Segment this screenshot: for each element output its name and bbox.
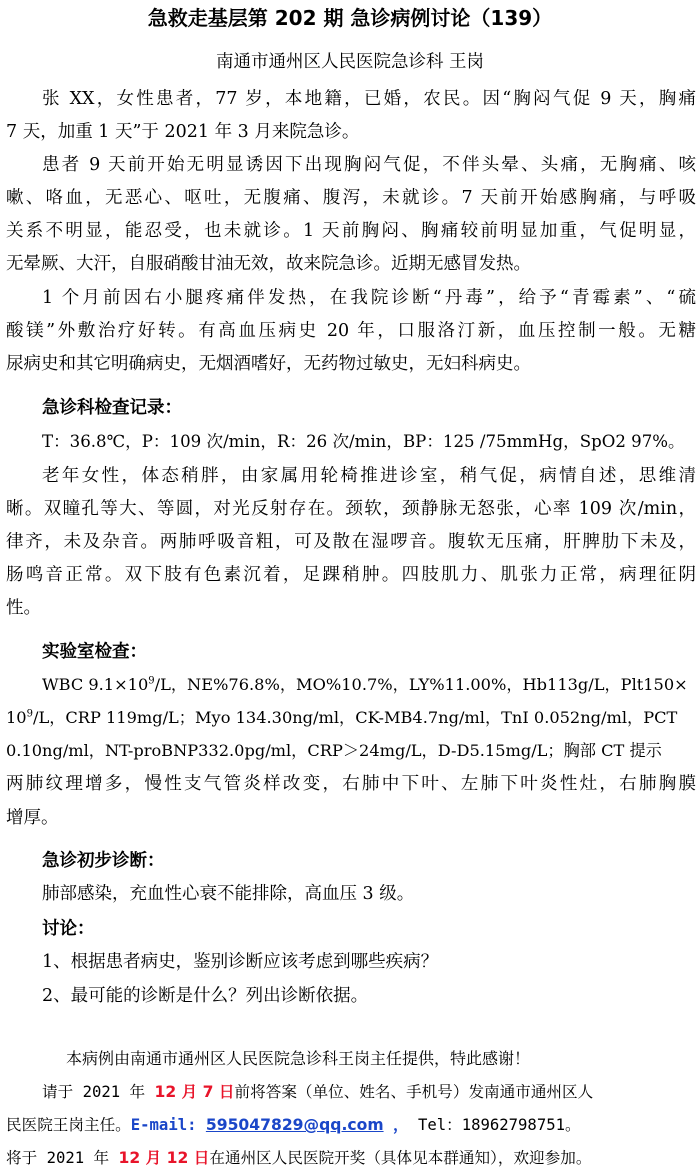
page-title: 急救走基层第 202 期 急诊病例讨论（139） — [147, 6, 553, 30]
deadline-date: 12 月 7 日 — [154, 1083, 235, 1101]
lab-line-3: 0.10ng/ml，NT-proBNP332.0pg/ml，CRP＞24mg/L，D-D5.15mg/L；胸部 CT 提示 — [6, 741, 662, 760]
email-separator: ， — [383, 1116, 409, 1134]
phone-text: Tel：18962798751。 — [408, 1116, 581, 1134]
author-line: 南通市通州区人民医院急诊科 王岗 — [215, 52, 485, 72]
lab-line-1-text-a: WBC 9.1×10 — [42, 675, 149, 694]
contact-line — [6, 1113, 696, 1137]
exam-line-2: 晰。双瞳孔等大、等圆，对光反射存在。颈软，颈静脉无怒张，心率 109 次/min， — [6, 499, 696, 519]
lab-line-4: 两肺纹理增多，慢性支气管炎样改变，右肺中下叶、左肺下叶炎性灶，右肺胸膜 — [6, 774, 696, 794]
prelim-heading: 急诊初步诊断： — [42, 851, 165, 871]
exam-line-5: 性。 — [6, 598, 41, 618]
email-link[interactable]: 595047829@qq.com — [205, 1116, 384, 1134]
award-date: 12 月 12 日 — [118, 1149, 210, 1167]
lab-line-1-text-b: /L，NE%76.8%，MO%10.7%，LY%11.00%，Hb113g/L，Plt150× — [154, 675, 688, 694]
history-paragraph-2-line-1: 患者 9 天前开始无明显诱因下出现胸闷气促，不伴头晕、头痛，无胸痛、咳 — [42, 155, 696, 175]
discussion-question-2: 2、最可能的诊断是什么？列出诊断依据。 — [42, 986, 369, 1006]
exam-heading: 急诊科检查记录： — [42, 398, 182, 418]
email-label: E-mail: — [130, 1116, 197, 1134]
history-paragraph-1-line-1: 张 XX，女性患者，77 岁，本地籍，已婚，农民。因“胸闷气促 9 天，胸痛 — [42, 89, 696, 109]
exam-vitals: T：36.8℃，P：109 次/min，R：26 次/min，BP：125 /75mmHg，SpO2 97%。 — [42, 432, 685, 451]
lab-line-1-exponent: 9 — [148, 675, 155, 687]
lab-line-2-text-b: /L，CRP 119mg/L；Myo 134.30ng/ml，CK-MB4.7ng/ml，TnI 0.052ng/ml，PCT — [32, 708, 678, 727]
discussion-heading: 讨论： — [42, 919, 95, 939]
exam-line-1: 老年女性，体态稍胖，由家属用轮椅推进诊室，稍气促，病情自述，思维清 — [42, 466, 696, 486]
lab-line-5: 增厚。 — [6, 808, 59, 828]
history-paragraph-1-line-2: 7 天，加重 1 天”于 2021 年 3 月来院急诊。 — [6, 122, 360, 142]
history-paragraph-2-line-2: 嗽、咯血，无恶心、呕吐，无腹痛、腹泻，未就诊。7 天前开始感胸痛，与呼吸 — [6, 188, 696, 208]
lab-heading: 实验室检查： — [42, 642, 147, 662]
award-line — [6, 1146, 696, 1170]
award-text-b: 在通州区人民医院开奖（具体见本群通知），欢迎参加。 — [209, 1149, 592, 1167]
exam-line-4: 肠鸣音正常。双下肢有色素沉着，足踝稍肿。四肢肌力、肌张力正常，病理征阴 — [6, 565, 696, 585]
deadline-line — [6, 1080, 696, 1104]
discussion-question-1: 1、根据患者病史，鉴别诊断应该考虑到哪些疾病？ — [42, 952, 439, 972]
acknowledgement: 本病例由南通市通州区人民医院急诊科王岗主任提供，特此感谢！ — [66, 1049, 531, 1068]
exam-line-3: 律齐，未及杂音。两肺呼吸音粗，可及散在湿啰音。腹软无压痛，肝脾肋下未及， — [6, 532, 696, 552]
prelim-text: 肺部感染，充血性心衰不能排除，高血压 3 级。 — [42, 884, 415, 904]
history-paragraph-3-line-3: 尿病史和其它明确病史，无烟酒嗜好，无药物过敏史，无妇科病史。 — [6, 354, 531, 374]
lab-line-2-text-a: 10 — [6, 708, 27, 727]
lab-line-2-exponent: 9 — [26, 708, 33, 720]
contact-text: 民医院王岗主任。 — [6, 1116, 131, 1134]
award-text-a: 将于 2021 年 — [6, 1149, 119, 1167]
history-paragraph-2-line-4: 无晕厥、大汗，自服硝酸甘油无效，故来院急诊。近期无感冒发热。 — [6, 254, 531, 274]
lab-line-2 — [6, 706, 696, 730]
lab-line-1 — [6, 673, 696, 697]
deadline-text-b: 前将答案（单位、姓名、手机号）发南通市通州区人 — [234, 1083, 594, 1101]
history-paragraph-3-line-2: 酸镁”外敷治疗好转。有高血压病史 20 年，口服洛汀新，血压控制一般。无糖 — [6, 321, 696, 341]
deadline-text-a: 请于 2021 年 — [42, 1083, 155, 1101]
history-paragraph-3-line-1: 1 个月前因右小腿疼痛伴发热，在我院诊断“丹毒”，给予“青霉素”、“硫 — [42, 288, 696, 308]
history-paragraph-2-line-3: 关系不明显，能忍受，也未就诊。1 天前胸闷、胸痛较前明显加重，气促明显， — [6, 221, 696, 241]
